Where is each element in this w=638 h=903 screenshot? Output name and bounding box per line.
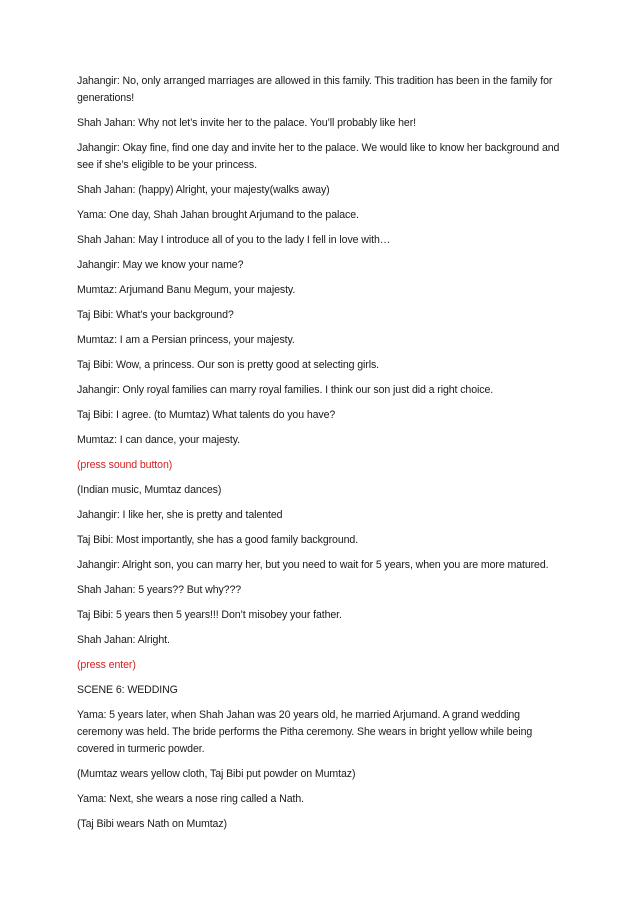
script-line: Jahangir: Only royal families can marry royal families. I think our son just did a right choice. bbox=[77, 384, 494, 396]
script-line: Yama: One day, Shah Jahan brought Arjumand to the palace. bbox=[77, 209, 359, 221]
script-line: Mumtaz: Arjumand Banu Megum, your majesty. bbox=[77, 284, 296, 296]
script-page bbox=[77, 73, 567, 841]
script-line: Shah Jahan: 5 years?? But why??? bbox=[77, 584, 242, 596]
script-line: Taj Bibi: Most importantly, she has a good family background. bbox=[77, 534, 359, 546]
script-line: (Mumtaz wears yellow cloth, Taj Bibi put powder on Mumtaz) bbox=[77, 768, 356, 780]
script-line: Yama: 5 years later, when Shah Jahan was 20 years old, he married Arjumand. A grand wedding ceremony was held. The bride performs the Pitha ceremony. She wears in bright yellow while being covered in turmeric powder. bbox=[77, 709, 533, 755]
stage-direction-red: (press sound button) bbox=[77, 459, 173, 471]
script-line: Mumtaz: I can dance, your majesty. bbox=[77, 434, 241, 446]
script-line: Jahangir: I like her, she is pretty and talented bbox=[77, 509, 283, 521]
script-line: Shah Jahan: Why not let’s invite her to the palace. You’ll probably like her! bbox=[77, 117, 416, 129]
script-line: Yama: Next, she wears a nose ring called a Nath. bbox=[77, 793, 305, 805]
script-line: Jahangir: May we know your name? bbox=[77, 259, 244, 271]
script-line: Taj Bibi: 5 years then 5 years!!! Don’t misobey your father. bbox=[77, 609, 342, 621]
script-line: Shah Jahan: May I introduce all of you to the lady I fell in love with… bbox=[77, 234, 391, 246]
script-line: (Indian music, Mumtaz dances) bbox=[77, 484, 222, 496]
scene-heading: SCENE 6: WEDDING bbox=[77, 684, 178, 696]
script-line: Taj Bibi: What’s your background? bbox=[77, 309, 234, 321]
script-line: Jahangir: Alright son, you can marry her, but you need to wait for 5 years, when you are more matured. bbox=[77, 559, 549, 571]
script-line: Taj Bibi: I agree. (to Mumtaz) What talents do you have? bbox=[77, 409, 336, 421]
stage-direction-red: (press enter) bbox=[77, 659, 136, 671]
script-line: Taj Bibi: Wow, a princess. Our son is pretty good at selecting girls. bbox=[77, 359, 380, 371]
script-line: Jahangir: Okay fine, find one day and invite her to the palace. We would like to know her background and see if she’s eligible to be your princess. bbox=[77, 142, 560, 171]
script-line: (Taj Bibi wears Nath on Mumtaz) bbox=[77, 818, 227, 830]
script-line: Jahangir: No, only arranged marriages are allowed in this family. This tradition has been in the family for generations! bbox=[77, 75, 553, 104]
script-line: Shah Jahan: Alright. bbox=[77, 634, 170, 646]
script-line: Mumtaz: I am a Persian princess, your majesty. bbox=[77, 334, 295, 346]
script-line: Shah Jahan: (happy) Alright, your majesty(walks away) bbox=[77, 184, 330, 196]
